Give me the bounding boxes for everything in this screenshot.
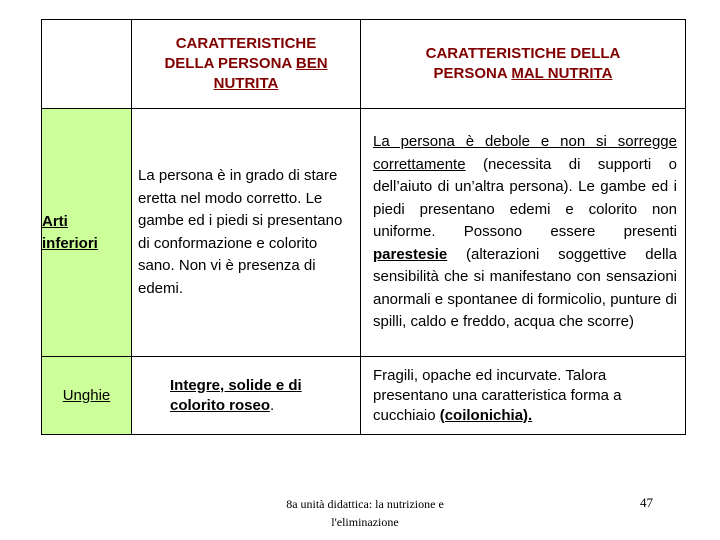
arti-poor-part1: La persona è debole e non si sorregge correttamente [373, 133, 677, 173]
row-label-arti [42, 109, 132, 357]
header-empty-cell [42, 20, 132, 109]
header-well-line3: NUTRITA [213, 75, 279, 92]
footer-line1: 8a unità didattica: la nutrizione e [286, 497, 444, 511]
header-well-emph: BEN [295, 55, 328, 72]
header-malnourished [361, 20, 686, 109]
arti-poor-part2: (necessita di supporti o dell’aiuto di un’altra persona). Le gambe ed i piedi presentano edemi e colorito non uniforme. Possono essere presenti [373, 155, 677, 241]
row-label-unghie [42, 357, 132, 435]
footer-line2: l'eliminazione [331, 515, 399, 529]
arti-well-cell [132, 109, 361, 357]
arti-well-text: La persona è in grado di stare eretta nel modo corretto. Le gambe ed i piedi si presentano di conformazione e colorito sano. Non vi è presenza di edemi. [138, 167, 343, 297]
arti-label-line2: inferiori [42, 234, 98, 252]
unghie-poor-text: Fragili, opache ed incurvate. Talora presentano una caratteristica forma a cucchiaio [373, 366, 622, 424]
unghie-label: Unghie [62, 386, 111, 404]
header-well-line1: CARATTERISTICHE [175, 35, 317, 52]
footer-caption [250, 495, 480, 531]
unghie-poor-emph: (coilonichia). [439, 406, 533, 424]
header-mal-line1: CARATTERISTICHE DELLA [425, 45, 621, 62]
characteristics-table [41, 19, 686, 435]
page-number: 47 [640, 495, 653, 510]
unghie-poor-cell [361, 357, 686, 435]
arti-poor-part4: (alterazioni soggettive della sensibilità che si manifestano con sensazioni anormali e spontanee di formicolio, punture di spilli, caldo e freddo, acqua che scorre) [373, 245, 677, 331]
arti-label-line1: Arti [42, 212, 68, 230]
header-well-nourished [132, 20, 361, 109]
header-mal-line2: PERSONA [433, 65, 512, 82]
arti-poor-part3: parestesie [373, 245, 448, 263]
arti-poor-cell [361, 109, 686, 357]
unghie-well-cell [132, 357, 361, 435]
header-well-line2: DELLA PERSONA [164, 55, 296, 72]
unghie-well-text: Integre, solide e di colorito roseo [170, 376, 302, 414]
unghie-well-suffix: . [270, 396, 275, 414]
header-mal-emph: MAL NUTRITA [511, 65, 613, 82]
